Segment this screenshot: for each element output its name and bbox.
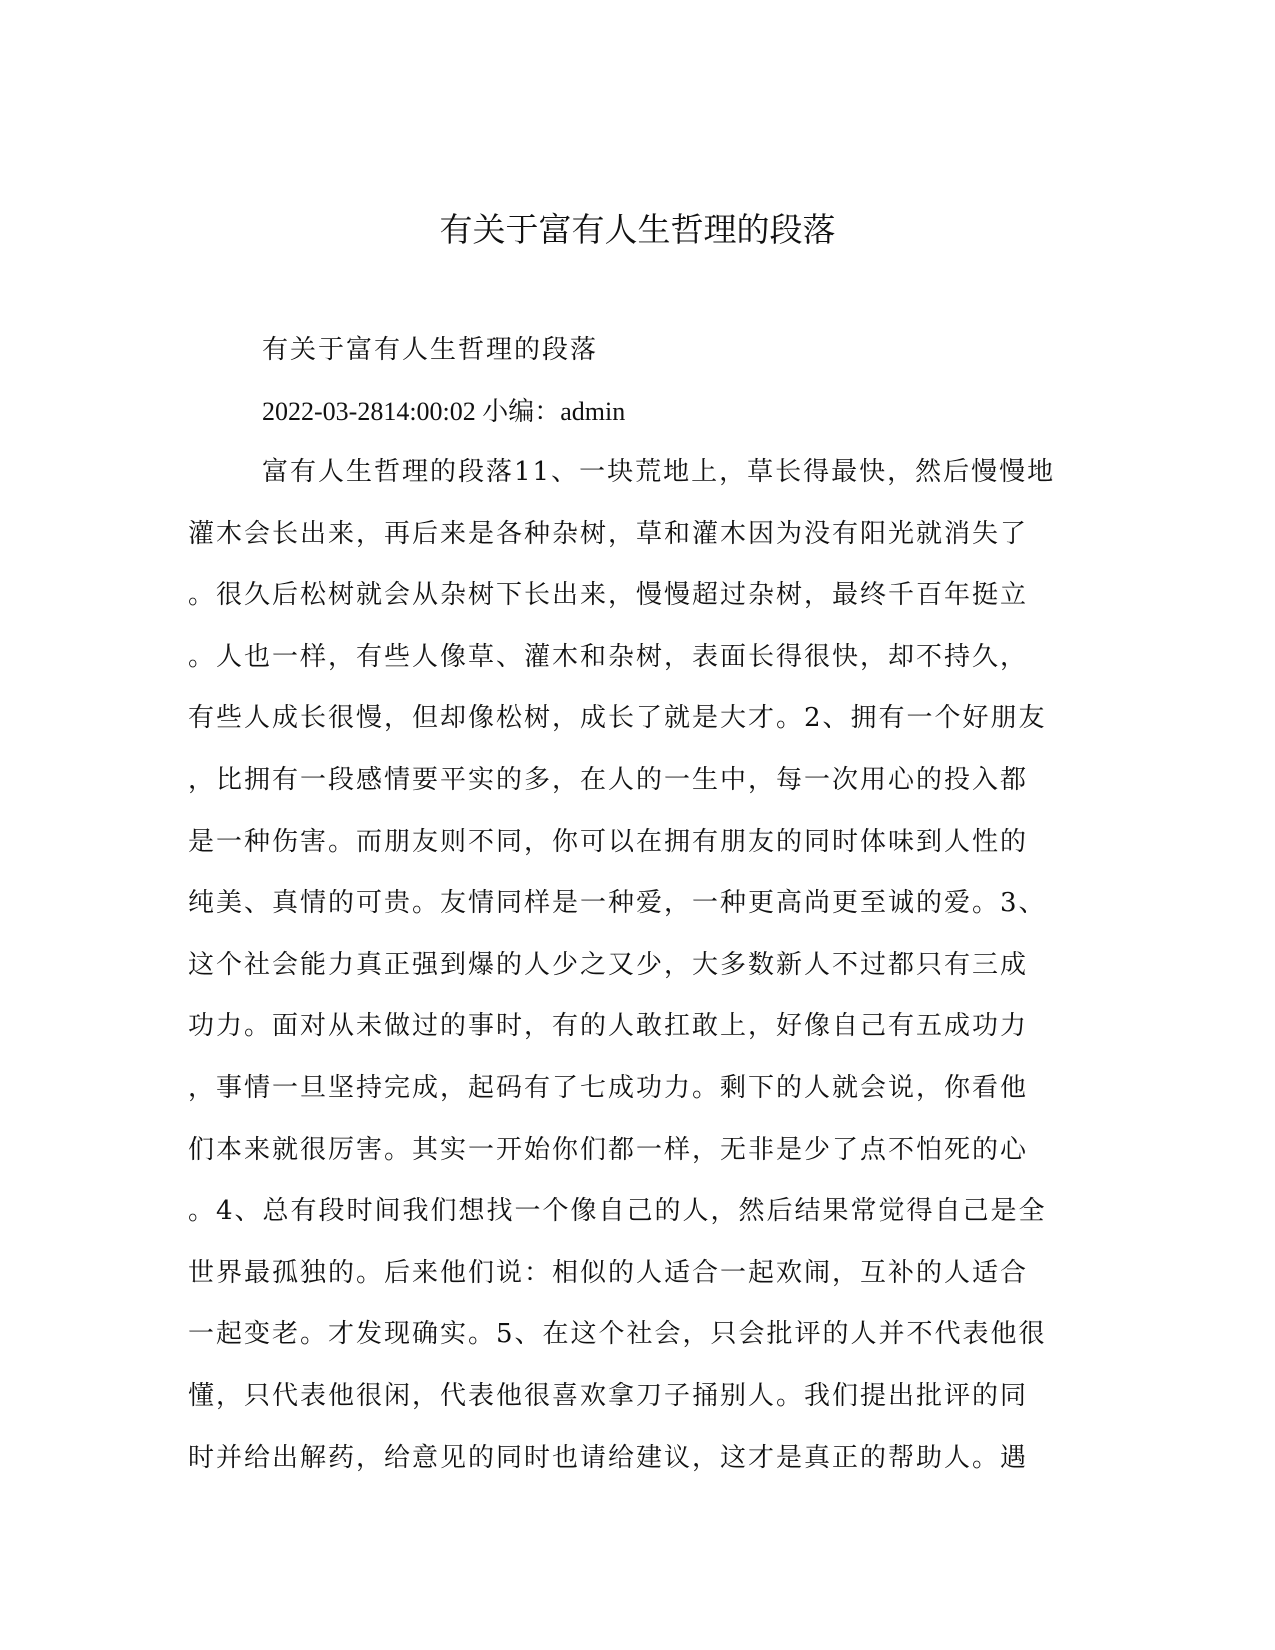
body-line: ，事情一旦坚持完成，起码有了七成功力。剩下的人就会说，你看他 — [188, 1072, 1029, 1103]
body-line: 。4、总有段时间我们想找一个像自己的人，然后结果常觉得自己是全 — [188, 1196, 1047, 1227]
body-line: 是一种伤害。而朋友则不同，你可以在拥有朋友的同时体味到人性的 — [188, 826, 1029, 857]
body-line: 时并给出解药，给意见的同时也请给建议，这才是真正的帮助人。遇 — [188, 1442, 1029, 1473]
body-line: 富有人生哲理的段落11、一块荒地上，草长得最快，然后慢慢地 — [262, 457, 1056, 487]
body-line: 纯美、真情的可贵。友情同样是一种爱，一种更高尚更至诚的爱。3、 — [188, 888, 1047, 919]
document-title: 有关于富有人生哲理的段落 — [439, 210, 836, 249]
body-line: ，比拥有一段感情要平实的多，在人的一生中，每一次用心的投入都 — [188, 764, 1029, 795]
article-subtitle: 有关于富有人生哲理的段落 — [262, 335, 599, 365]
article-meta: 2022-03-2814:00:02 小编：admin — [262, 397, 626, 426]
article-body — [188, 452, 1088, 1499]
body-line: 世界最孤独的。后来他们说：相似的人适合一起欢闹，互补的人适合 — [188, 1257, 1029, 1288]
body-line: 。很久后松树就会从杂树下长出来，慢慢超过杂树，最终千百年挺立 — [188, 580, 1029, 611]
body-line: 这个社会能力真正强到爆的人少之又少，大多数新人不过都只有三成 — [188, 949, 1029, 980]
body-line: 一起变老。才发现确实。5、在这个社会，只会批评的人并不代表他很 — [188, 1319, 1047, 1350]
body-line: 。人也一样，有些人像草、灌木和杂树，表面长得很快，却不持久， — [188, 641, 1029, 672]
body-line: 们本来就很厉害。其实一开始你们都一样，无非是少了点不怕死的心 — [188, 1134, 1029, 1165]
body-line: 灌木会长出来，再后来是各种杂树，草和灌木因为没有阳光就消失了 — [188, 518, 1029, 549]
body-line: 功力。面对从未做过的事时，有的人敢扛敢上，好像自己有五成功力 — [188, 1011, 1029, 1042]
body-line: 有些人成长很慢，但却像松树，成长了就是大才。2、拥有一个好朋友 — [188, 703, 1047, 734]
body-line: 懂，只代表他很闲，代表他很喜欢拿刀子捅别人。我们提出批评的同 — [188, 1380, 1029, 1411]
